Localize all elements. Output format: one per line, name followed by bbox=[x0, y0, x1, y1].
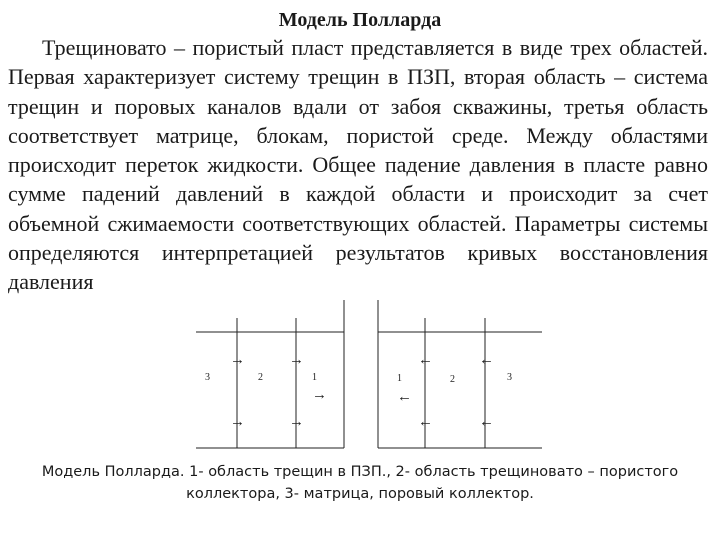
flow-arrow-left-bottom-1: ← bbox=[418, 414, 433, 430]
zone-label-left-3: 3 bbox=[205, 372, 210, 383]
flow-arrow-left-top-2: ← bbox=[479, 352, 494, 368]
flow-arrow-right-top-2: → bbox=[289, 352, 304, 368]
flow-arrow-left-center: ← bbox=[397, 389, 412, 405]
figure-caption: Модель Полларда. 1- область трещин в ПЗП., 2- область трещиновато – пористого коллектора, 3- матрица, поровый коллектор. bbox=[41, 464, 679, 502]
zone-label-right-1: 1 bbox=[397, 373, 402, 384]
body-paragraph: Трещиновато – пористый пласт представляется в виде трех областей. Первая характеризует систему трещин в ПЗП, вторая область – система трещин и поровых каналов вдали от забоя скважины, третья область соответствует матрице, блокам, пористой среде. Между областями происходит переток жидкости. Общее падение давления в пласте равно сумме падений давлений в каждой области и происходит за счет объемной сжимаемости соответствующих областей. Параметры системы определяются интерпретацией результатов кривых восстановления давления bbox=[8, 35, 708, 295]
zone-label-left-1: 1 bbox=[312, 372, 317, 383]
flow-arrow-right-bottom-1: → bbox=[230, 414, 245, 430]
zone-label-right-3: 3 bbox=[507, 372, 512, 383]
pollard-model-diagram bbox=[0, 300, 720, 460]
flow-arrow-right-top-1: → bbox=[230, 352, 245, 368]
flow-arrow-right-center: → bbox=[312, 387, 327, 403]
flow-arrow-left-bottom-2: ← bbox=[479, 414, 494, 430]
zone-label-right-2: 2 bbox=[450, 374, 455, 385]
zone-label-left-2: 2 bbox=[258, 372, 263, 383]
flow-arrow-right-bottom-2: → bbox=[289, 414, 304, 430]
flow-arrow-left-top-1: ← bbox=[418, 352, 433, 368]
slide-title: Модель Полларда bbox=[278, 9, 442, 31]
